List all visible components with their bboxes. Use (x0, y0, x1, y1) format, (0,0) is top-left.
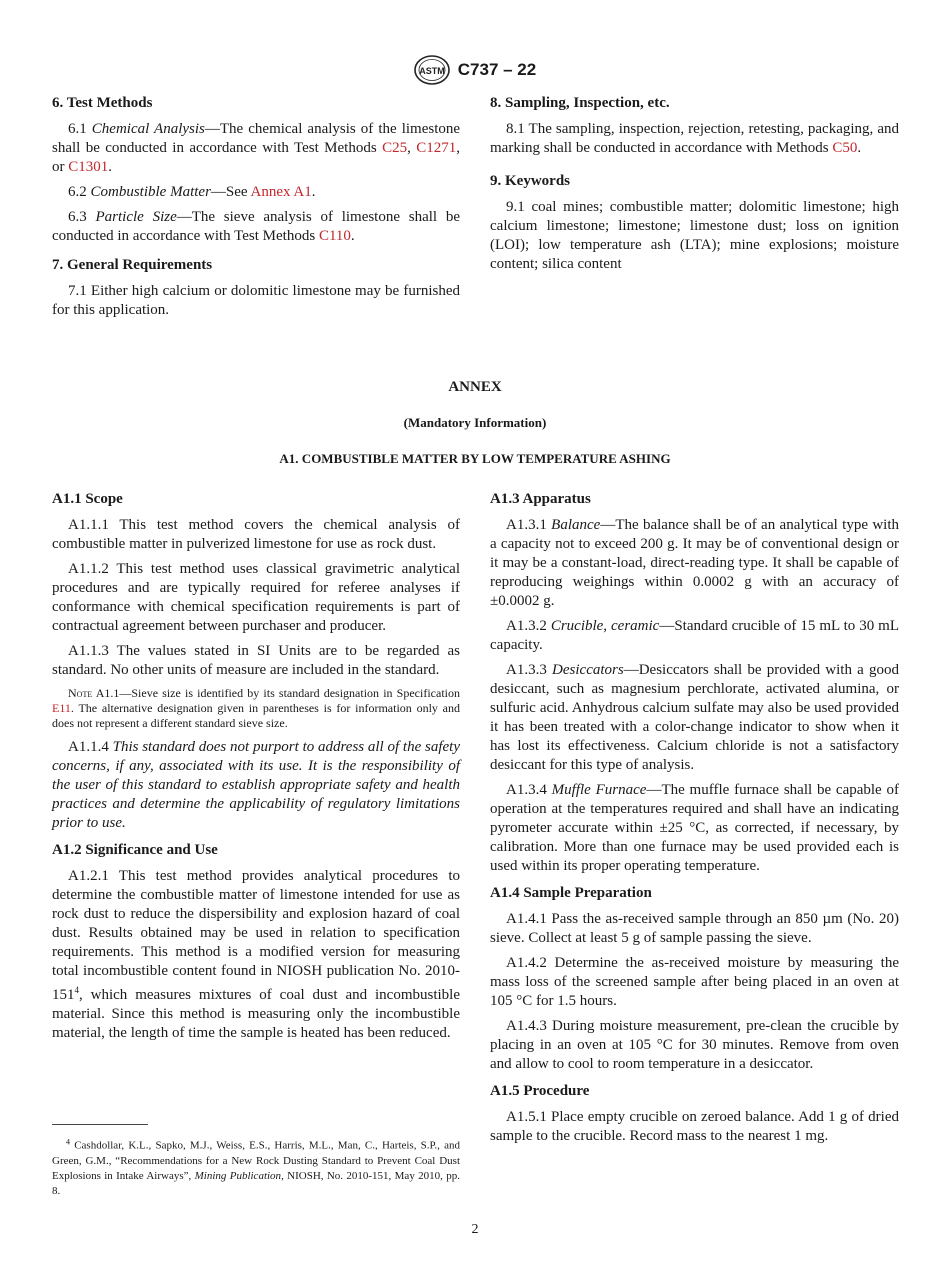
a1-2-heading: A1.2 Significance and Use (52, 842, 218, 858)
paragraph-a1-1-4: A1.1.4 This standard does not purport to address all of the safety concerns, if any, associated with its use. It is the responsibility of the user of this standard to establish appropriate safety and health practices and determine the applicability of regulatory limitations prior to use. (52, 739, 460, 831)
svg-text:ASTM: ASTM (419, 66, 445, 76)
paragraph-9-1: 9.1 coal mines; combustible matter; dolomitic limestone; high calcium limestone; limestone; limestone dust; loss on ignition (LOI); low temperature ash (LTA); mine explosions; moisture content; silica content (490, 199, 899, 272)
paragraph-6-1: 6.1 Chemical Analysis—The chemical analysis of the limestone shall be conducted in accordance with Test Methods C25, C1271, or C1301. (52, 121, 461, 175)
ref-c110-link[interactable]: C110 (318, 228, 351, 244)
footnote-divider (52, 1124, 148, 1125)
paragraph-a1-3-4: A1.3.4 Muffle Furnace—The muffle furnace shall be capable of operation at the temperatures required and shall have an indicating pyrometer accurate within ±25 °C, as corrected, if necessary, by calibration. More than one furnace may be used provided each is used within its proper operating temperature. (490, 782, 900, 874)
footnote-4: $^4$ Cashdollar, K.L., Sapko, M.J., Weiss, E.S., Harris, M.L., Man, C., Harteis, S.P., and Green, G.M., “Recommendations for a New Rock Dusting Standard to Prevent Coal Dust Explosions in Intake Airways”, Mining Publication, NIOSH, No. 2010-151, May 2010, pp. 8. (52, 1137, 460, 1197)
section-6-heading: 6. Test Methods (52, 95, 153, 111)
paragraph-a1-5-1: A1.5.1 Place empty crucible on zeroed balance. Add 1 g of dried sample to the crucible. Record mass to the nearest 1 mg. (490, 1109, 899, 1144)
ref-annex-a1-link[interactable]: Annex A1 (250, 184, 312, 200)
page-header (0, 55, 950, 85)
lower-right-column (490, 490, 899, 1152)
note-a1-1: Note A1.1—Sieve size is identified by its standard designation in Specification E11. The alternative designation given in parentheses is for information only and does not represent a different standard sieve size. (52, 686, 460, 730)
upper-left-column (52, 94, 460, 326)
paragraph-a1-2-1: A1.2.1 This test method provides analytical procedures to determine the combustible matter of limestone intended for use as rock dust to reduce the dispersibility and explosion hazard of coal dust. Results obtained may be used in relation to specification requirements. This method is a modified version for measuring total incombustible content found in NIOSH publication No. $2010-151^4$, which measures mixtures of coal dust and incombustible material. Since this method is measuring only the incombustible material, the length of time the sample is heated has been reduced. (52, 868, 460, 1041)
ref-c1271-link[interactable]: C1271 (416, 140, 457, 156)
annex-a1-title: A1. COMBUSTIBLE MATTER BY LOW TEMPERATURE ASHING (279, 451, 671, 466)
page-number: 2 (471, 1222, 479, 1237)
paragraph-7-1: 7.1 Either high calcium or dolomitic limestone may be furnished for this application. (52, 283, 460, 318)
ref-e11-link[interactable]: E11 (52, 701, 71, 715)
paragraph-a1-1-2: A1.1.2 This test method uses classical gravimetric analytical procedures and are typically required for referee analyses if conformance with chemical specification requirements is part of contractual agreement between purchaser and producer. (52, 561, 460, 634)
a1-5-heading: A1.5 Procedure (490, 1083, 590, 1099)
paragraph-a1-3-2: A1.3.2 Crucible, ceramic—Standard crucible of 15 mL to 30 mL capacity. (490, 618, 900, 653)
lower-left-column (52, 490, 460, 1049)
paragraph-a1-1-1: A1.1.1 This test method covers the chemical analysis of combustible matter in pulverized limestone for use as rock dust. (52, 517, 460, 552)
paragraph-8-1: 8.1 The sampling, inspection, rejection, retesting, packaging, and marking shall be conducted in accordance with Methods C50. (490, 121, 899, 156)
section-7-heading: 7. General Requirements (52, 257, 213, 273)
paragraph-a1-4-1: A1.4.1 Pass the as-received sample through an 850 µm (No. 20) sieve. Collect at least 5 g of sample passing the sieve. (490, 911, 899, 946)
standard-designation: C737 – 22 (457, 60, 537, 79)
section-9-heading: 9. Keywords (490, 173, 570, 189)
a1-4-heading: A1.4 Sample Preparation (490, 885, 652, 901)
paragraph-6-3: 6.3 Particle Size—The sieve analysis of limestone shall be conducted in accordance with Test Methods C110. (52, 209, 460, 244)
paragraph-a1-3-3: A1.3.3 Desiccators—Desiccators shall be provided with a good desiccant, such as magnesium perchlorate, activated alumina, or sulfuric acid. Anhydrous calcium sulfate may also be used provided it has been treated with a color-change indicator to show when it has lost its effectiveness. Calcium chloride is not a satisfactory desiccant for this type of analysis. (490, 662, 899, 773)
annex-title: ANNEX (448, 379, 502, 395)
section-8-heading: 8. Sampling, Inspection, etc. (490, 95, 670, 111)
paragraph-a1-4-2: A1.4.2 Determine the as-received moisture by measuring the mass loss of the screened sample after being placed in an oven at 105 °C for 1.5 hours. (490, 955, 899, 1009)
annex-subtitle: (Mandatory Information) (403, 415, 547, 430)
astm-logo-icon (414, 55, 450, 85)
ref-c25-link[interactable]: C25 (382, 140, 408, 156)
upper-right-column (490, 94, 899, 280)
ref-c1301-link[interactable]: C1301 (68, 159, 109, 175)
ref-c50-link[interactable]: C50 (832, 140, 858, 156)
paragraph-6-2: 6.2 Combustible Matter—See Annex A1. (68, 184, 316, 200)
paragraph-a1-1-3: A1.1.3 The values stated in SI Units are to be regarded as standard. No other units of measure are included in the standard. (52, 643, 460, 678)
paragraph-a1-3-1: A1.3.1 Balance—The balance shall be of an analytical type with a capacity not to exceed 200 g. It may be of conventional design or it may be a constant-load, direct-reading type. It shall be capable of reproducing weighings within 0.0002 g with an accuracy of ±0.0002 g. (490, 517, 899, 609)
paragraph-a1-4-3: A1.4.3 During moisture measurement, pre-clean the crucible by placing in an oven at 105 °C for 30 minutes. Remove from oven and allow to cool to room temperature in a desiccator. (490, 1018, 899, 1072)
a1-3-heading: A1.3 Apparatus (490, 491, 591, 507)
a1-1-heading: A1.1 Scope (52, 491, 123, 507)
